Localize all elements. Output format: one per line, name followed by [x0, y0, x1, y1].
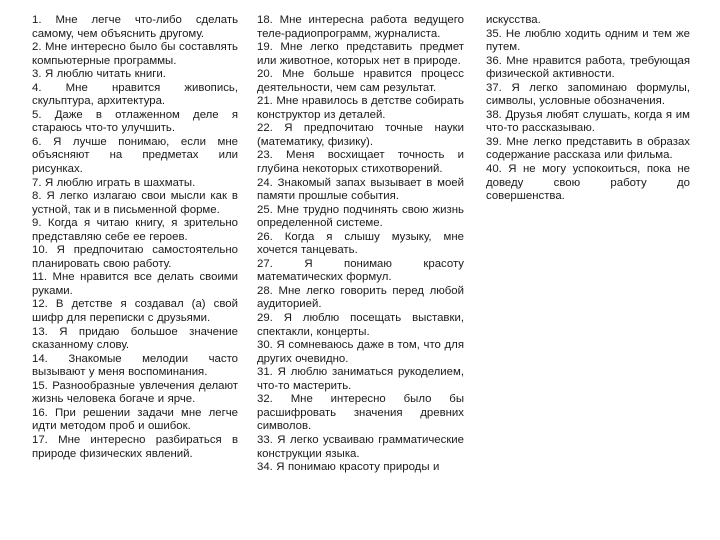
list-item-7: 7. Я люблю играть в шахматы.: [32, 176, 196, 189]
list-item-40: 40. Я не могу успокоиться, пока не доведу свою работу до совершенства.: [486, 163, 690, 203]
list-item-3: 3. Я люблю читать книги.: [32, 68, 166, 81]
list-item-5: 5. Даже в отлаженном деле я стараюсь что-то улучшить.: [32, 108, 238, 135]
list-item-30: 30. Я сомневаюсь даже в том, что для других очевидно.: [257, 339, 464, 365]
list-item-28: 28. Мне легко говорить перед любой аудиторией.: [257, 284, 464, 311]
list-item-21: 21. Мне нравилось в детстве собирать конструктор из деталей.: [257, 95, 464, 121]
list-item-38: 38. Друзья любят слушать, когда я им что-то рассказываю.: [486, 108, 690, 135]
list-item-17: 17. Мне интересно разбираться в природе физических явлений.: [32, 433, 238, 460]
list-item-26: 26. Когда я слышу музыку, мне хочется танцевать.: [257, 230, 464, 257]
list-item-23: 23. Меня восхищает точность и глубина некоторых стихотворений.: [257, 149, 464, 176]
list-item-12: 12. В детстве я создавал (а) свой шифр для переписки с друзьями.: [32, 298, 238, 325]
list-item-19: 19. Мне легко представить предмет или животное, которых нет в природе.: [257, 41, 464, 67]
list-item-4: 4. Мне нравится живопись, скульптура, архитектура.: [32, 81, 238, 108]
list-item-13: 13. Я придаю большое значение сказанному слову.: [32, 325, 238, 352]
list-item-9: 9. Когда я читаю книгу, я зрительно представляю себе ее героев.: [32, 217, 238, 243]
column-middle: [257, 14, 464, 475]
list-item-20: 20. Мне больше нравится процесс деятельности, чем сам результат.: [257, 68, 464, 94]
list-item-11: 11. Мне нравится все делать своими руками.: [32, 271, 238, 297]
column-left: [32, 14, 238, 461]
list-item-6: 6. Я лучше понимаю, если мне объясняют на предметах или рисунках.: [32, 135, 238, 176]
list-item-29: 29. Я люблю посещать выставки, спектакли, концерты.: [257, 312, 464, 338]
list-item-8: 8. Я легко излагаю свои мысли как в устной, так и в письменной форме.: [32, 190, 238, 216]
list-item-36: 36. Мне нравится работа, требующая физической активности.: [486, 54, 690, 81]
list-item-33: 33. Я легко усваиваю грамматические конструкции языка.: [257, 433, 464, 460]
list-item-15: 15. Разнообразные увлечения делают жизнь человека богаче и ярче.: [32, 379, 238, 406]
list-item-37: 37. Я легко запоминаю формулы, символы, условные обозначения.: [486, 81, 690, 108]
list-item-35: 35. Не люблю ходить одним и тем же путем.: [486, 27, 690, 54]
list-item-14: 14. Знакомые мелодии часто вызывают у меня воспоминания.: [32, 352, 238, 379]
list-item-34: 34. Я понимаю красоту природы и: [257, 461, 440, 474]
list-item-2: 2. Мне интересно было бы составлять компьютерные программы.: [32, 41, 238, 67]
column-right: [486, 14, 690, 204]
list-item-1: 1. Мне легче что-либо сделать самому, чем объяснить другому.: [32, 14, 238, 40]
list-item-16: 16. При решении задачи мне легче идти методом проб и ошибок.: [32, 406, 238, 433]
list-item-31: 31. Я люблю заниматься рукоделием, что-то мастерить.: [257, 366, 464, 392]
list-item-24: 24. Знакомый запах вызывает в моей памяти прошлые события.: [257, 176, 464, 203]
list-item-25: 25. Мне трудно подчинять свою жизнь определенной системе.: [257, 203, 464, 230]
list-item-39: 39. Мне легко представить в образах содержание рассказа или фильма.: [486, 135, 690, 162]
list-item-22: 22. Я предпочитаю точные науки (математику, физику).: [257, 122, 464, 148]
list-item-32: 32. Мне интересно было бы расшифровать значения древних символов.: [257, 393, 464, 433]
list-item-18: 18. Мне интересна работа ведущего теле-радиопрограмм, журналиста.: [257, 14, 464, 40]
list-item-10: 10. Я предпочитаю самостоятельно планировать свою работу.: [32, 244, 238, 270]
list-item-27: 27. Я понимаю красоту математических формул.: [257, 257, 464, 284]
list-item-34-continued: искусства.: [486, 14, 541, 26]
